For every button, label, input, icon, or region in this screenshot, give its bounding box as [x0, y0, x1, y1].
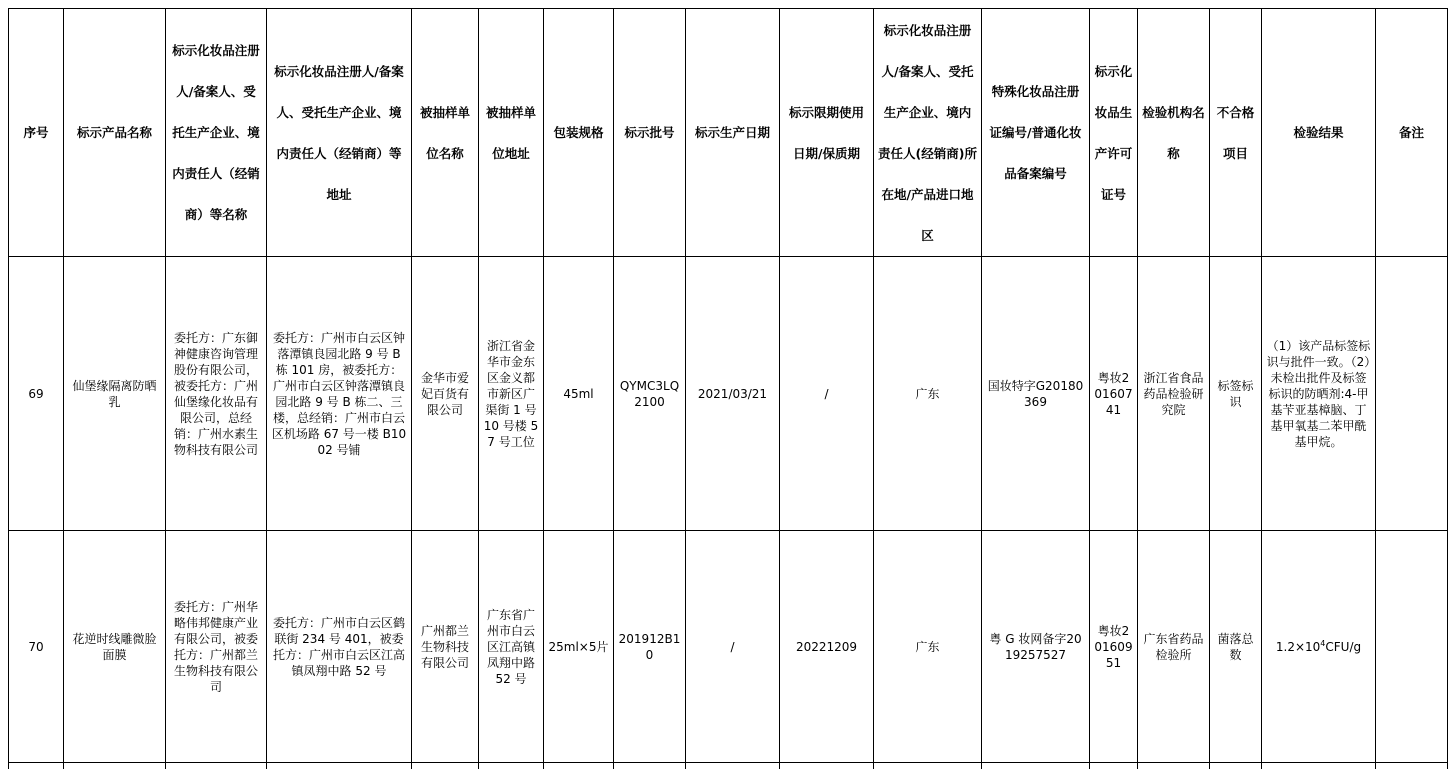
- result-cell: （1）该产品标签标识与批件一致。（2）未检出批件及标签标识的防晒剂:4-甲基苄亚基樟脑、丁基甲氧基二苯甲酰基甲烷。: [1262, 257, 1376, 531]
- header-cell: 包装规格: [544, 9, 614, 257]
- registration-number-cell: 国妆特字G20180369: [982, 257, 1090, 531]
- seq-cell: 69: [9, 257, 64, 531]
- product-cell: 花逆时线雕微脸面膜: [64, 531, 166, 763]
- package-cell: 45ml: [544, 257, 614, 531]
- inspection-table: [8, 8, 1448, 769]
- header-cell: 标示化妆品生产许可证号: [1090, 9, 1138, 257]
- package-cell: 25ml×5片: [544, 531, 614, 763]
- batch-cell: 201912B10: [614, 531, 686, 763]
- seq-cell: 70: [9, 531, 64, 763]
- batch-cell: QYMC3LQ2100: [614, 257, 686, 531]
- sampled-address-cell: 广东省广州市白云区江高镇凤翔中路 52 号: [479, 531, 544, 763]
- header-cell: 序号: [9, 9, 64, 257]
- lab-cell: 浙江省食品药品检验研究院: [1138, 257, 1210, 531]
- sampled-unit-cell: 广州都兰生物科技有限公司: [412, 531, 479, 763]
- header-cell: 标示化妆品注册人/备案人、受托生产企业、境内责任人(经销商)所在地/产品进口地区: [874, 9, 982, 257]
- registration-number-cell: 粤 G 妆网备字2019257527: [982, 531, 1090, 763]
- production-date-cell: 2021/03/21: [686, 257, 780, 531]
- header-cell: 特殊化妆品注册证编号/普通化妆品备案编号: [982, 9, 1090, 257]
- next-row-stub: [9, 763, 1448, 769]
- header-cell: 检验机构名称: [1138, 9, 1210, 257]
- address-cell: 委托方：广州市白云区钟落潭镇良园北路 9 号 B 栋 101 房，被委托方：广州市白云区钟落潭镇良园北路 9 号 B 栋二、三楼，总经销：广州市白云区机场路 67 号一楼 B1002 号铺: [267, 257, 412, 531]
- result-cell: [1262, 531, 1376, 763]
- region-cell: 广东: [874, 531, 982, 763]
- region-cell: 广东: [874, 257, 982, 531]
- license-cell: 粤妆20160741: [1090, 257, 1138, 531]
- header-cell: 标示化妆品注册人/备案人、受托生产企业、境内责任人（经销商）等地址: [267, 9, 412, 257]
- header-cell: 被抽样单位名称: [412, 9, 479, 257]
- header-cell: 备注: [1376, 9, 1448, 257]
- expiry-cell: /: [780, 257, 874, 531]
- header-cell: 标示产品名称: [64, 9, 166, 257]
- result-base: 1.2×10: [1275, 639, 1321, 654]
- address-cell: 委托方：广州市白云区鹤联街 234 号 401，被委托方：广州市白云区江高镇凤翔中路 52 号: [267, 531, 412, 763]
- names-cell: 委托方：广州华略伟邦健康产业有限公司，被委托方：广州都兰生物科技有限公司: [166, 531, 267, 763]
- result-exponent: 4: [1320, 638, 1326, 648]
- header-cell: 标示化妆品注册人/备案人、受托生产企业、境内责任人（经销商）等名称: [166, 9, 267, 257]
- table-row: [9, 257, 1448, 531]
- header-cell: 标示生产日期: [686, 9, 780, 257]
- license-cell: 粤妆20160951: [1090, 531, 1138, 763]
- header-cell: 被抽样单位地址: [479, 9, 544, 257]
- remark-cell: [1376, 257, 1448, 531]
- header-cell: 标示批号: [614, 9, 686, 257]
- fail-item-cell: 菌落总数: [1210, 531, 1262, 763]
- header-cell: 不合格项目: [1210, 9, 1262, 257]
- production-date-cell: /: [686, 531, 780, 763]
- header-row: [9, 9, 1448, 257]
- table-row: [9, 531, 1448, 763]
- sampled-address-cell: 浙江省金华市金东区金义都市新区广渠街 1 号 10 号楼 57 号工位: [479, 257, 544, 531]
- expiry-cell: 20221209: [780, 531, 874, 763]
- names-cell: 委托方：广东御神健康咨询管理股份有限公司，被委托方：广州仙堡缘化妆品有限公司，总经销：广州水素生物科技有限公司: [166, 257, 267, 531]
- fail-item-cell: 标签标识: [1210, 257, 1262, 531]
- remark-cell: [1376, 531, 1448, 763]
- lab-cell: 广东省药品检验所: [1138, 531, 1210, 763]
- result-unit: CFU/g: [1325, 639, 1362, 654]
- product-cell: 仙堡缘隔离防晒乳: [64, 257, 166, 531]
- header-cell: 标示限期使用日期/保质期: [780, 9, 874, 257]
- header-cell: 检验结果: [1262, 9, 1376, 257]
- sampled-unit-cell: 金华市爱妃百货有限公司: [412, 257, 479, 531]
